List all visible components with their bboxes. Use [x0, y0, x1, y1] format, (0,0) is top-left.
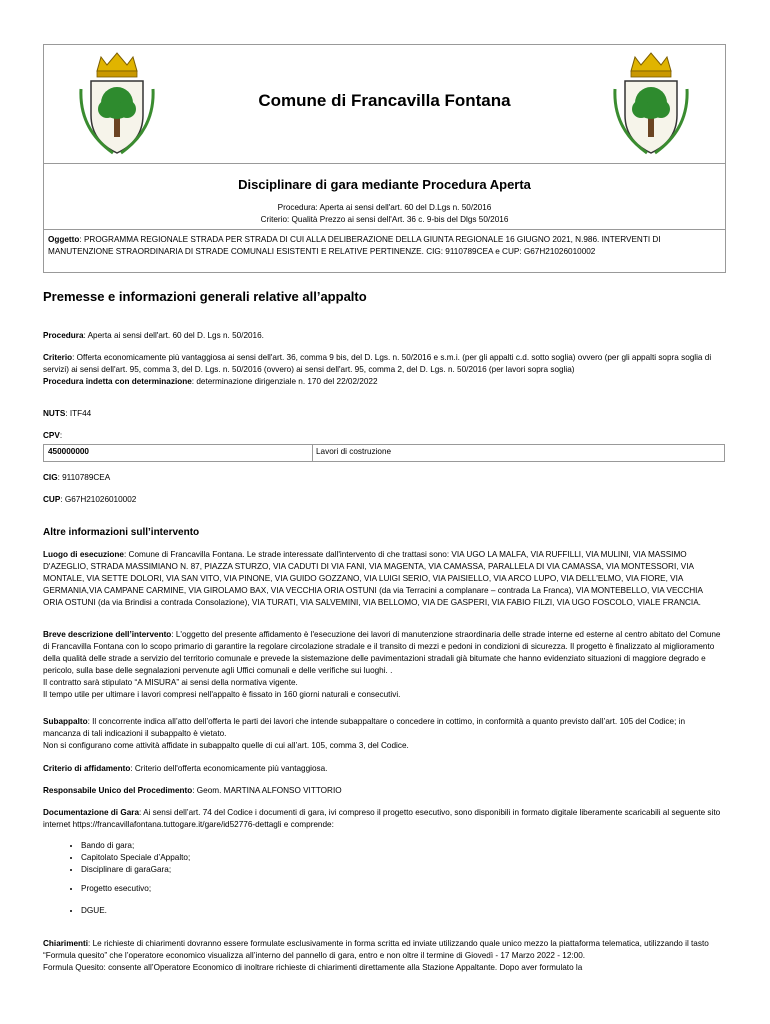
- cpv-code: 450000000: [48, 447, 89, 456]
- oggetto-row: [48, 234, 718, 258]
- cpv-colon: :: [59, 431, 63, 440]
- subappalto-text: : Il concorrente indica all’atto dell’offerta le parti dei lavori che intende subappaltare o concedere in cottimo, in conformità a quanto previsto dall’art. 105 del Codice; in mancanza di tali indicazioni il subappalto è vietato.: [43, 717, 686, 738]
- procedura-paragraph: [43, 330, 723, 342]
- criterio-label: Criterio: [43, 353, 73, 362]
- criterio-affidamento-paragraph: [43, 763, 723, 775]
- documents-list: [43, 840, 190, 876]
- documentazione-label: Documentazione di Gara: [43, 808, 139, 817]
- cig-paragraph: [43, 472, 723, 484]
- chiarimenti-label: Chiarimenti: [43, 939, 89, 948]
- subappalto-paragraph: [43, 716, 723, 752]
- section-title: Premesse e informazioni generali relative all’appalto: [43, 289, 367, 304]
- procedura-text: : Aperta ai sensi dell'art. 60 del D. Lgs n. 50/2016.: [83, 331, 264, 340]
- subappalto-label: Subappalto: [43, 717, 88, 726]
- luogo-paragraph: [43, 549, 723, 609]
- documentazione-paragraph: [43, 807, 723, 831]
- disciplinare-title: Disciplinare di gara mediante Procedura Aperta: [238, 177, 531, 192]
- nuts-label: NUTS: [43, 409, 66, 418]
- procedura-indetta-text: : determinazione dirigenziale n. 170 del 22/02/2022: [191, 377, 378, 386]
- breve-text: : L'oggetto del presente affidamento è l'esecuzione dei lavori di manutenzione straordinaria delle strade interne ed esterne al centro abitato del Comune di Francavilla Fontana con lo scopo primario di garantire la regolare circolazione stradale e il transito di mezzi e pedoni in condizioni di sicurezza. Il progetto è finalizzato al miglioramento della qualità delle strade a servizio del territorio comunale e prevede la sistemazione delle pavimentazioni stradali già bitumate che hanno evidenziato situazioni di maggiore degrado e pericolo, sulla base delle segnalazioni pervenute agli Uffici comunali e delle verifiche sui luoghi. .: [43, 630, 721, 675]
- header-title-row: [44, 45, 725, 164]
- coat-of-arms-right-icon: [611, 49, 691, 157]
- documents-list-progetto: [43, 883, 151, 895]
- disciplinare-row: [44, 163, 725, 230]
- cup-label: CUP: [43, 495, 61, 504]
- subsection-title: Altre informazioni sull’intervento: [43, 527, 200, 538]
- list-item: • Disciplinare di garaGara;: [81, 864, 190, 876]
- criterio-affidamento-text: : Criterio dell'offerta economicamente più vantaggiosa.: [130, 764, 328, 773]
- cpv-description: Lavori di costruzione: [316, 447, 392, 456]
- luogo-label: Luogo di esecuzione: [43, 550, 124, 559]
- rup-text: : Geom. MARTINA ALFONSO VITTORIO: [192, 786, 342, 795]
- criterio-line: Criterio: Qualità Prezzo ai sensi dell'Art. 36 c. 9-bis del Dlgs 50/2016: [260, 215, 509, 224]
- nuts-paragraph: [43, 408, 723, 420]
- nuts-text: : ITF44: [65, 409, 92, 418]
- cig-text: : 9110789CEA: [57, 473, 111, 482]
- cup-text: : G67H21026010002: [60, 495, 137, 504]
- documents-list-dgue: [43, 905, 107, 917]
- cup-paragraph: [43, 494, 723, 506]
- cpv-paragraph: [43, 430, 723, 442]
- subappalto-note: Non si configurano come attività affidate in subappalto quelle di cui all’art. 105, comma 3, del Codice.: [43, 741, 409, 750]
- oggetto-text: : PROGRAMMA REGIONALE STRADA PER STRADA DI CUI ALLA DELIBERAZIONE DELLA GIUNTA REGIONALE 16 GIUGNO 2021, N.986. INTERVENTI DI MANUTENZIONE STRAORDINARIA DI STRADE COMUNALI ESISTENTI E RELATIVE PERTINENZE. CIG: 9110789CEA e CUP: G67H21026010002: [48, 235, 661, 256]
- breve-label: Breve descrizione dell’intervento: [43, 630, 172, 639]
- criterio-affidamento-label: Criterio di affidamento: [43, 764, 131, 773]
- breve-tempo: Il tempo utile per ultimare i lavori compresi nell'appalto è fissato in 160 giorni naturali e consecutivi.: [43, 690, 401, 699]
- rup-paragraph: [43, 785, 723, 797]
- chiarimenti-paragraph: [43, 938, 723, 974]
- procedura-label: Procedura: [43, 331, 84, 340]
- comune-title: Comune di Francavilla Fontana: [258, 91, 511, 110]
- cpv-table: [43, 444, 725, 462]
- luogo-text: : Comune di Francavilla Fontana. Le strade interessate dall'intervento di che trattasi sono: VIA UGO LA MALFA, VIA RUFFILLI, VIA MULINI, VIA MASSIMO D'AZEGLIO, STRADA MASSIMIANO N. 87, PIAZZA STURZO, VIA CADUTI DI VIA FANI, VIA MAGENTA, VIA CAMASSA, PARALLELA DI VIA CAMASSA, VIA MONTESSORI, VIA MONTALE, VIA SETTE DOLORI, VIA SAN VITO, VIA PINONE, VIA GUIDO GOZZANO, VIA LUIGI SERIO, VIA PAISIELLO, VIA ARCO LUPO, VIA DELL'ELMO, VIA FIORE, VIA GERMANIA,VIA CAMPANE CARMINE, VIA GIROLAMO BAX, VIA VECCHIA ORIA OSTUNI (da via Terracini a complanare – contrada La Franca), VIA MONTEBELLO, VIA VECCHIA ORIA OSTUNI (da via Brindisi a contrada Consolazione), VIA TURATI, VIA SALVEMINI, VIA BELLOMO, VIA DE GASPERI, VIA FABIO FILZI, VIA UGO FOSCOLO, VIALE FRANCIA.: [43, 550, 703, 607]
- breve-contratto: Il contratto sarà stipulato “A MISURA” ai sensi della normativa vigente.: [43, 678, 298, 687]
- list-item: • Capitolato Speciale d’Appalto;: [81, 852, 190, 864]
- cig-label: CIG: [43, 473, 58, 482]
- list-item: • DGUE.: [81, 905, 107, 917]
- procedura-indetta-label: Procedura indetta con determinazione: [43, 377, 192, 386]
- criterio-paragraph: [43, 352, 723, 388]
- list-item: • Progetto esecutivo;: [81, 883, 151, 895]
- rup-label: Responsabile Unico del Procedimento: [43, 786, 193, 795]
- cpv-label: CPV: [43, 431, 60, 440]
- documentazione-text: : Ai sensi dell’art. 74 del Codice i documenti di gara, ivi compreso il progetto esecutivo, sono disponibili in formato digitale liberamente scaricabili al seguente sito internet https://francavillafontana.tuttogare.it/gare/id52776-dettagli e comprende:: [43, 808, 721, 829]
- header-box: [43, 44, 726, 273]
- procedura-line: Procedura: Aperta ai sensi dell'art. 60 del D.Lgs n. 50/2016: [277, 203, 492, 212]
- criterio-text: : Offerta economicamente più vantaggiosa ai sensi dell'art. 36, comma 9 bis, del D. Lgs. n. 50/2016 e s.m.i. (per gli appalti c.d. sotto soglia) ovvero (per gli appalti sopra soglia di servizi) ai sensi dell'art. 95, comma 3, del D. Lgs. n. 50/2016 (ovvero) ai sensi dell'art. 95, comma 2, del D. Lgs. n. 50/2016 (per lavori sopra soglia): [43, 353, 712, 374]
- chiarimenti-text: : Le richieste di chiarimenti dovranno essere formulate esclusivamente in forma scritta ed inviate utilizzando quale unico mezzo la piattaforma telematica, utilizzando il tasto “Formula quesito” che l’operatore economico visualizza all’interno del pannello di gara, entro e non oltre il termine di Giovedì - 17 Marzo 2022 - 12:00.: [43, 939, 709, 960]
- chiarimenti-formula: Formula Quesito: consente all’Operatore Economico di inoltrare richieste di chiarimenti direttamente alla Stazione Appaltante. Dopo aver formulato la: [43, 963, 583, 972]
- cpv-divider: [312, 445, 313, 461]
- breve-paragraph: [43, 629, 723, 701]
- oggetto-label: Oggetto: [48, 235, 80, 244]
- list-item: • Bando di gara;: [81, 840, 190, 852]
